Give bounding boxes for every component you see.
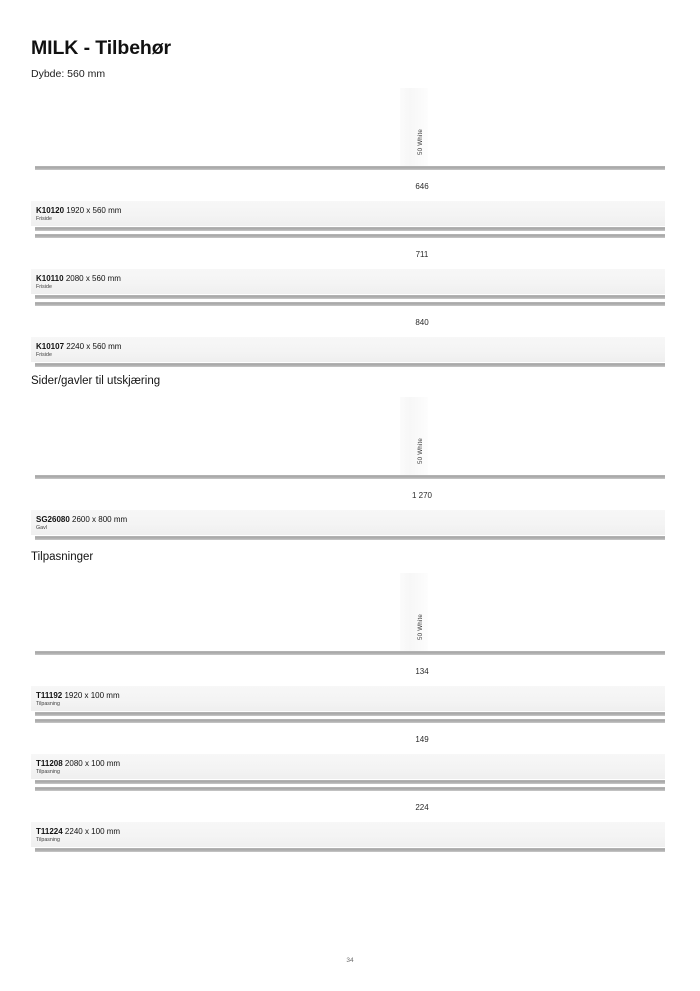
- product-type: Tilpasning: [36, 768, 60, 775]
- product-code: T11208: [36, 759, 63, 768]
- product-row[interactable]: [31, 821, 665, 847]
- divider-rule: [35, 712, 665, 716]
- divider-rule: [35, 787, 665, 791]
- divider-rule: [35, 780, 665, 784]
- product-title: [36, 691, 120, 700]
- product-dimensions: 1920 x 560 mm: [64, 206, 122, 215]
- product-code: K10107: [36, 342, 65, 351]
- price-value: 224: [415, 803, 429, 812]
- divider-rule: [35, 363, 665, 367]
- price-row: [35, 182, 665, 198]
- product-type: Tilpasning: [36, 700, 60, 707]
- price-row: [35, 667, 665, 683]
- divider-rule: [35, 166, 665, 170]
- divider-rule: [35, 234, 665, 238]
- divider-rule: [35, 227, 665, 231]
- column-header-label: 50 White: [417, 437, 424, 464]
- product-dimensions: 2080 x 100 mm: [62, 759, 121, 768]
- product-dimensions: 2600 x 800 mm: [69, 515, 128, 524]
- product-type: Friside: [36, 215, 52, 222]
- price-row: [35, 735, 665, 751]
- column-header-label: 50 White: [417, 613, 424, 640]
- product-title: [36, 827, 120, 836]
- divider-rule: [35, 295, 665, 299]
- product-dimensions: 1920 x 100 mm: [62, 691, 120, 700]
- product-row[interactable]: [31, 200, 665, 226]
- column-header-label: 50 White: [417, 128, 424, 155]
- product-code: SG26080: [36, 515, 70, 524]
- product-type: Gavl: [36, 524, 47, 531]
- price-value: 646: [415, 182, 429, 191]
- product-code: K10120: [36, 206, 65, 215]
- page-subtitle: Dybde: 560 mm: [31, 68, 106, 81]
- product-dimensions: 2240 x 100 mm: [62, 827, 121, 836]
- product-code: T11192: [36, 691, 63, 700]
- divider-rule: [35, 848, 665, 852]
- divider-rule: [35, 302, 665, 306]
- product-title: [36, 515, 127, 524]
- product-dimensions: 2240 x 560 mm: [64, 342, 122, 351]
- product-row[interactable]: [31, 268, 665, 294]
- product-title: [36, 206, 121, 215]
- product-code: K10110: [36, 274, 64, 283]
- page-title: MILK - Tilbehør: [31, 37, 172, 59]
- product-row[interactable]: [31, 336, 665, 362]
- price-row: [35, 318, 665, 334]
- price-value: 711: [415, 250, 429, 259]
- price-row: [35, 250, 665, 266]
- product-code: T11224: [36, 827, 63, 836]
- product-dimensions: 2080 x 560 mm: [63, 274, 121, 283]
- price-value: 1 270: [411, 491, 433, 500]
- price-row: [35, 803, 665, 819]
- product-title: [36, 759, 120, 768]
- product-title: [36, 274, 121, 283]
- product-row[interactable]: [31, 685, 665, 711]
- divider-rule: [35, 536, 665, 540]
- product-section: [0, 88, 700, 358]
- section-heading: Tilpasninger: [31, 551, 94, 563]
- product-type: Friside: [36, 283, 52, 290]
- product-section: [0, 551, 700, 843]
- product-title: [36, 342, 121, 351]
- price-value: 134: [415, 667, 429, 676]
- product-row[interactable]: [31, 509, 665, 535]
- section-heading: Sider/gavler til utskjæring: [31, 375, 161, 387]
- price-value: 840: [415, 318, 429, 327]
- product-row[interactable]: [31, 753, 665, 779]
- price-row: [35, 491, 665, 507]
- product-type: Friside: [36, 351, 52, 358]
- product-section: [0, 375, 700, 531]
- page-number: 34: [346, 957, 354, 964]
- divider-rule: [35, 719, 665, 723]
- document-header: [31, 38, 171, 80]
- divider-rule: [35, 475, 665, 479]
- price-value: 149: [415, 735, 429, 744]
- divider-rule: [35, 651, 665, 655]
- product-type: Tilpasning: [36, 836, 60, 843]
